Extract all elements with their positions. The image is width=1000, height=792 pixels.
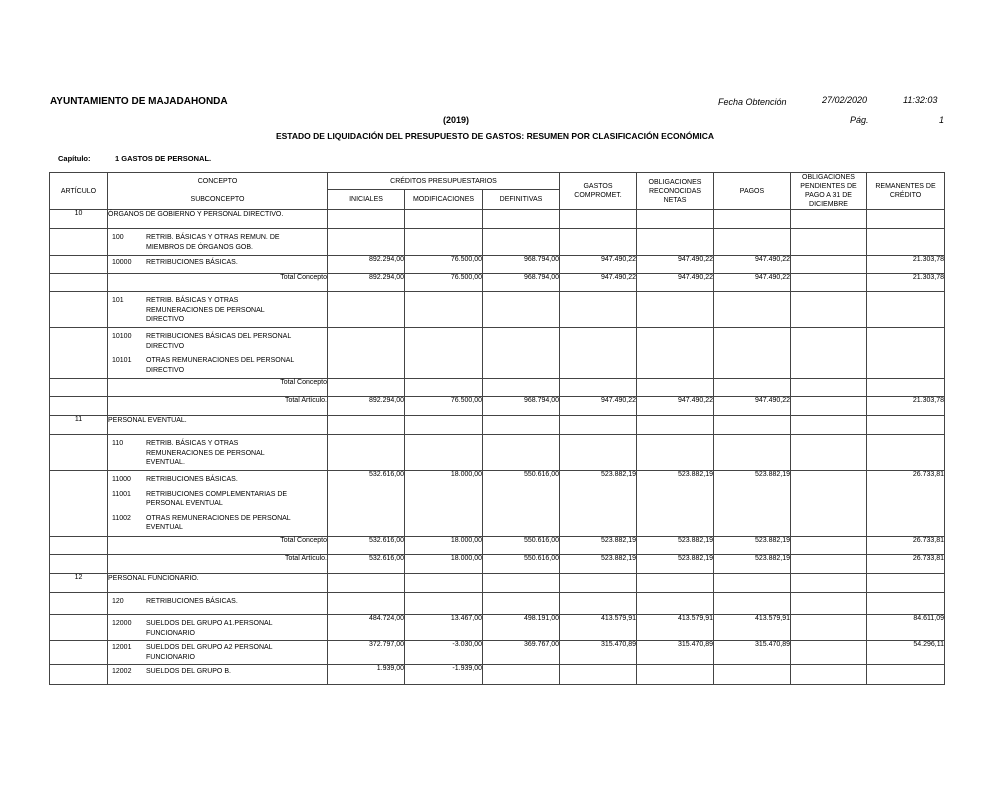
subconcepto-group xyxy=(50,471,945,537)
subconcepto-text: OTRAS REMUNERACIONES DE PERSONAL EVENTUAL xyxy=(146,514,291,531)
header-creditos: CRÉDITOS PRESUPUESTARIOS xyxy=(328,173,560,190)
iniciales-cell: 484.724,00 xyxy=(328,615,405,641)
remanentes-cell: 21.303,78 xyxy=(867,274,945,292)
iniciales-cell: 892.294,00 xyxy=(328,256,405,274)
articulo-code: 12 xyxy=(50,574,108,593)
pendientes-cell xyxy=(791,397,867,416)
header-modificaciones: MODIFICACIONES xyxy=(405,190,483,210)
subconcepto-row xyxy=(50,665,945,685)
pagos-cell: 523.882,19 xyxy=(714,471,791,537)
pendientes-cell xyxy=(791,274,867,292)
iniciales-cell: 532.616,00 xyxy=(328,537,405,555)
remanentes-cell: 21.303,78 xyxy=(867,397,945,416)
concepto-text: RETRIBUCIONES BÁSICAS. xyxy=(146,598,238,605)
modificaciones-cell: 18.000,00 xyxy=(405,471,483,537)
capitulo-value: 1 GASTOS DE PERSONAL. xyxy=(115,154,212,163)
capitulo-label: Capítulo: xyxy=(58,154,91,163)
total-concepto-row xyxy=(50,274,945,292)
total-concepto-row xyxy=(50,537,945,555)
iniciales-cell: 892.294,00 xyxy=(328,274,405,292)
articulo-row xyxy=(50,210,945,229)
subconcepto-code: 11001 xyxy=(112,490,131,498)
header-gastos: GASTOS COMPROMET. xyxy=(560,173,637,210)
header-pendientes: OBLIGACIONES PENDIENTES DE PAGO A 31 DE DICIEMBRE xyxy=(791,173,867,210)
obligaciones-cell: 523.882,19 xyxy=(637,471,714,537)
concepto-code: 101 xyxy=(112,297,124,304)
subconcepto-code: 12000 xyxy=(112,620,132,627)
page-number: 1 xyxy=(939,115,945,125)
concepto-text: RETRIB. BÁSICAS Y OTRAS REMUNERACIONES DE PERSONAL DIRECTIVO xyxy=(146,297,265,323)
fecha-obtencion-label: Fecha Obtención xyxy=(718,97,787,107)
pagos-cell: 315.470,89 xyxy=(714,641,791,665)
subconcepto-code: 10100 xyxy=(112,333,132,340)
definitivas-cell: 550.616,00 xyxy=(483,471,560,537)
gastos-cell: 947.490,22 xyxy=(560,397,637,416)
total-articulo-row xyxy=(50,555,945,574)
articulo-code: 10 xyxy=(50,210,108,229)
hora-obtencion-value: 11:32:03 xyxy=(903,95,938,105)
gastos-cell: 523.882,19 xyxy=(560,537,637,555)
remanentes-cell: 26.733,81 xyxy=(867,555,945,574)
concepto-row xyxy=(50,292,945,328)
concepto-text: RETRIB. BÁSICAS Y OTRAS REMUN. DE MIEMBROS DE ÓRGANOS GOB. xyxy=(146,234,280,251)
subconcepto-text: RETRIBUCIONES BÁSICAS. xyxy=(146,259,238,266)
pendientes-cell xyxy=(791,615,867,641)
modificaciones-cell: -1.939,00 xyxy=(405,665,483,685)
total-articulo-row xyxy=(50,397,945,416)
organization-name: AYUNTAMIENTO DE MAJADAHONDA xyxy=(50,96,228,107)
obligaciones-cell: 947.490,22 xyxy=(637,256,714,274)
pendientes-cell xyxy=(791,471,867,537)
obligaciones-cell: 413.579,91 xyxy=(637,615,714,641)
subconcepto-code: 10101 xyxy=(112,357,132,364)
header-articulo: ARTÍCULO xyxy=(50,173,108,210)
total-concepto-label: Total Concepto xyxy=(108,379,328,397)
gastos-cell: 523.882,19 xyxy=(560,555,637,574)
subconcepto-text: RETRIBUCIONES BÁSICAS. xyxy=(146,476,238,483)
subconcepto-code: 12002 xyxy=(112,668,132,675)
pendientes-cell xyxy=(791,641,867,665)
definitivas-cell: 550.616,00 xyxy=(483,537,560,555)
articulo-text: ÓRGANOS DE GOBIERNO Y PERSONAL DIRECTIVO. xyxy=(108,210,328,229)
total-concepto-label: Total Concepto xyxy=(108,537,328,555)
header-subconcepto: SUBCONCEPTO xyxy=(108,190,328,210)
concepto-row xyxy=(50,593,945,615)
definitivas-cell: 550.616,00 xyxy=(483,555,560,574)
total-articulo-label: Total Artículo. xyxy=(108,555,328,574)
fiscal-year: (2019) xyxy=(443,115,470,125)
iniciales-cell: 532.616,00 xyxy=(328,555,405,574)
gastos-cell: 947.490,22 xyxy=(560,256,637,274)
header-obligaciones: OBLIGACIONES RECONOCIDAS NETAS xyxy=(637,173,714,210)
remanentes-cell: 21.303,78 xyxy=(867,256,945,274)
iniciales-cell: 532.616,00 xyxy=(328,471,405,537)
subconcepto-code: 11000 xyxy=(112,476,131,483)
total-concepto-label: Total Concepto xyxy=(108,274,328,292)
subconcepto-row xyxy=(50,256,945,274)
obligaciones-cell: 315.470,89 xyxy=(637,641,714,665)
subconcepto-row xyxy=(50,615,945,641)
pendientes-cell xyxy=(791,256,867,274)
modificaciones-cell: 76.500,00 xyxy=(405,256,483,274)
articulo-text: PERSONAL FUNCIONARIO. xyxy=(108,574,328,593)
header-definitivas: DEFINITIVAS xyxy=(483,190,560,210)
pagos-cell: 523.882,19 xyxy=(714,537,791,555)
subconcepto-row xyxy=(50,641,945,665)
obligaciones-cell: 947.490,22 xyxy=(637,397,714,416)
header-concepto: CONCEPTO xyxy=(108,173,328,190)
iniciales-cell: 892.294,00 xyxy=(328,397,405,416)
articulo-code: 11 xyxy=(50,416,108,435)
subconcepto-text: SUELDOS DEL GRUPO B. xyxy=(146,668,231,675)
header-iniciales: INICIALES xyxy=(328,190,405,210)
subconcepto-code: 12001 xyxy=(112,644,132,651)
modificaciones-cell: 13.467,00 xyxy=(405,615,483,641)
page-label: Pág. xyxy=(850,115,869,125)
concepto-row xyxy=(50,229,945,256)
definitivas-cell: 968.794,00 xyxy=(483,397,560,416)
subconcepto-text: RETRIBUCIONES COMPLEMENTARIAS DE PERSONAL EVENTUAL xyxy=(146,490,288,507)
subconcepto-group xyxy=(50,328,945,379)
subconcepto-text: RETRIBUCIONES BÁSICAS DEL PERSONAL DIRECTIVO xyxy=(146,333,291,350)
total-articulo-label: Total Artículo. xyxy=(108,397,328,416)
articulo-text: PERSONAL EVENTUAL. xyxy=(108,416,328,435)
definitivas-cell: 968.794,00 xyxy=(483,256,560,274)
total-concepto-row xyxy=(50,379,945,397)
gastos-cell: 947.490,22 xyxy=(560,274,637,292)
articulo-row xyxy=(50,574,945,593)
subconcepto-text: OTRAS REMUNERACIONES DEL PERSONAL DIRECTIVO xyxy=(146,357,295,374)
modificaciones-cell: -3.030,00 xyxy=(405,641,483,665)
obligaciones-cell: 523.882,19 xyxy=(637,537,714,555)
remanentes-cell: 54.296,11 xyxy=(867,641,945,665)
gastos-cell: 413.579,91 xyxy=(560,615,637,641)
concepto-row xyxy=(50,435,945,471)
definitivas-cell: 968.794,00 xyxy=(483,274,560,292)
remanentes-cell: 26.733,81 xyxy=(867,471,945,537)
definitivas-cell: 498.191,00 xyxy=(483,615,560,641)
report-title: ESTADO DE LIQUIDACIÓN DEL PRESUPUESTO DE GASTOS: RESUMEN POR CLASIFICACIÓN ECONÓMICA xyxy=(275,131,715,141)
modificaciones-cell: 18.000,00 xyxy=(405,555,483,574)
pendientes-cell xyxy=(791,537,867,555)
modificaciones-cell: 18.000,00 xyxy=(405,537,483,555)
concepto-text: RETRIB. BÁSICAS Y OTRAS REMUNERACIONES DE PERSONAL EVENTUAL. xyxy=(146,440,265,466)
subconcepto-code: 11002 xyxy=(112,514,131,522)
modificaciones-cell: 76.500,00 xyxy=(405,274,483,292)
definitivas-cell: 369.767,00 xyxy=(483,641,560,665)
concepto-code: 110 xyxy=(112,440,124,447)
modificaciones-cell: 76.500,00 xyxy=(405,397,483,416)
articulo-row xyxy=(50,416,945,435)
pagos-cell: 413.579,91 xyxy=(714,615,791,641)
remanentes-cell: 84.611,09 xyxy=(867,615,945,641)
pagos-cell: 523.882,19 xyxy=(714,555,791,574)
obligaciones-cell: 523.882,19 xyxy=(637,555,714,574)
header-pagos: PAGOS xyxy=(714,173,791,210)
iniciales-cell: 1.939,00 xyxy=(328,665,405,685)
obligaciones-cell: 947.490,22 xyxy=(637,274,714,292)
budget-table xyxy=(49,172,945,685)
header-remanentes: REMANENTES DE CRÉDITO xyxy=(867,173,945,210)
pagos-cell: 947.490,22 xyxy=(714,256,791,274)
subconcepto-text: SUELDOS DEL GRUPO A2 PERSONAL FUNCIONARIO xyxy=(146,644,273,661)
concepto-code: 120 xyxy=(112,598,124,605)
gastos-cell: 523.882,19 xyxy=(560,471,637,537)
pendientes-cell xyxy=(791,555,867,574)
concepto-code: 100 xyxy=(112,234,124,241)
subconcepto-text: SUELDOS DEL GRUPO A1.PERSONAL FUNCIONARIO xyxy=(146,620,273,637)
pagos-cell: 947.490,22 xyxy=(714,274,791,292)
subconcepto-code: 10000 xyxy=(112,259,132,266)
iniciales-cell: 372.797,00 xyxy=(328,641,405,665)
pagos-cell: 947.490,22 xyxy=(714,397,791,416)
gastos-cell: 315.470,89 xyxy=(560,641,637,665)
remanentes-cell: 26.733,81 xyxy=(867,537,945,555)
fecha-obtencion-value: 27/02/2020 xyxy=(822,95,868,105)
